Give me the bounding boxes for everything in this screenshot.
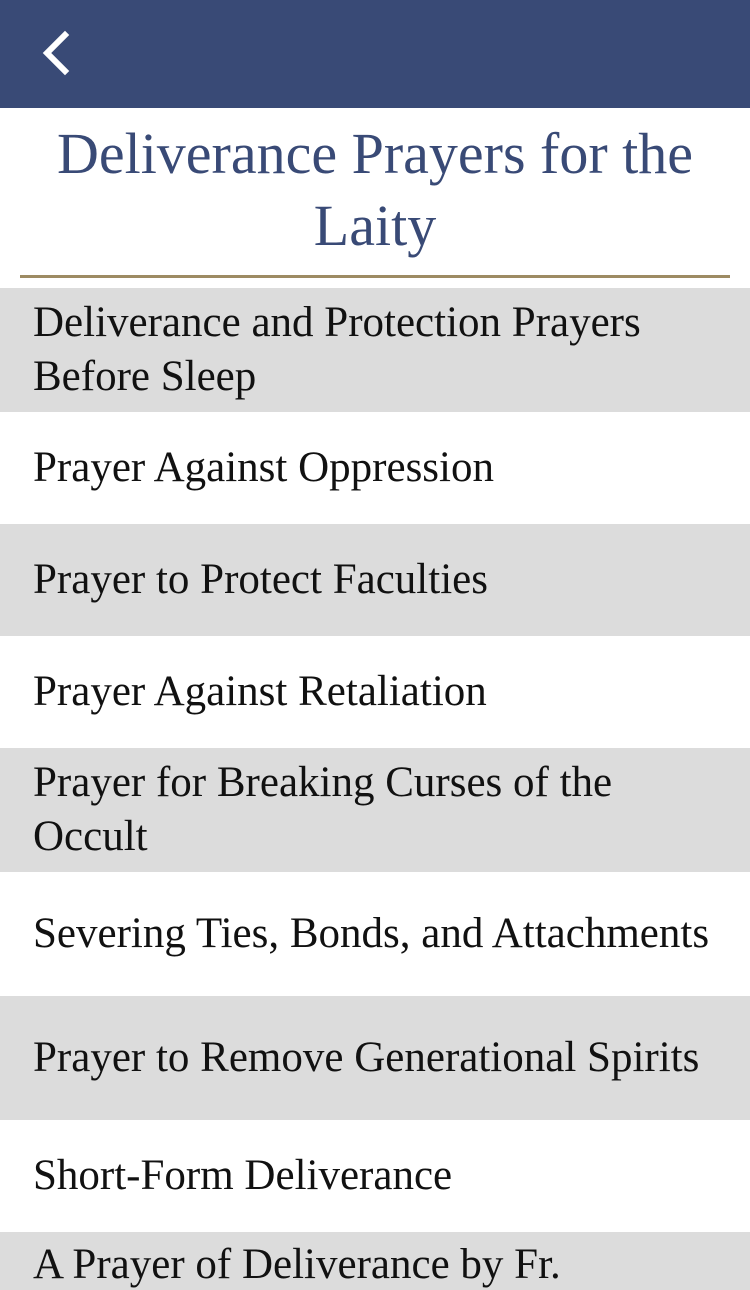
title-divider [20, 275, 730, 278]
list-item[interactable] [0, 748, 750, 872]
list-item[interactable] [0, 524, 750, 636]
list-item[interactable] [0, 996, 750, 1120]
page-title: Deliverance Prayers for the Laity [56, 121, 694, 258]
list-item-label: Prayer Against Oppression [33, 444, 494, 491]
list-item-label: Prayer to Protect Faculties [33, 556, 488, 603]
list-item-label: Prayer for Breaking Curses of the Occult [33, 759, 613, 860]
list-item[interactable] [0, 872, 750, 996]
list-item-label: A Prayer of Deliverance by Fr. [33, 1241, 561, 1288]
list-item-label: Deliverance and Protection Prayers Before Sleep [33, 299, 641, 400]
list-item-label: Severing Ties, Bonds, and Attachments [33, 910, 710, 957]
list-item[interactable] [0, 1120, 750, 1232]
list-item-label: Prayer Against Retaliation [33, 668, 487, 715]
list-item-label: Prayer to Remove Generational Spirits [33, 1034, 700, 1081]
list-item[interactable] [0, 288, 750, 412]
prayer-list [0, 288, 750, 1290]
list-item[interactable] [0, 1232, 750, 1290]
top-nav-bar [0, 0, 750, 108]
list-item[interactable] [0, 636, 750, 748]
chevron-left-icon [39, 29, 73, 77]
back-button[interactable] [24, 18, 88, 88]
list-item-label: Short-Form Deliverance [33, 1152, 453, 1199]
list-item[interactable] [0, 412, 750, 524]
